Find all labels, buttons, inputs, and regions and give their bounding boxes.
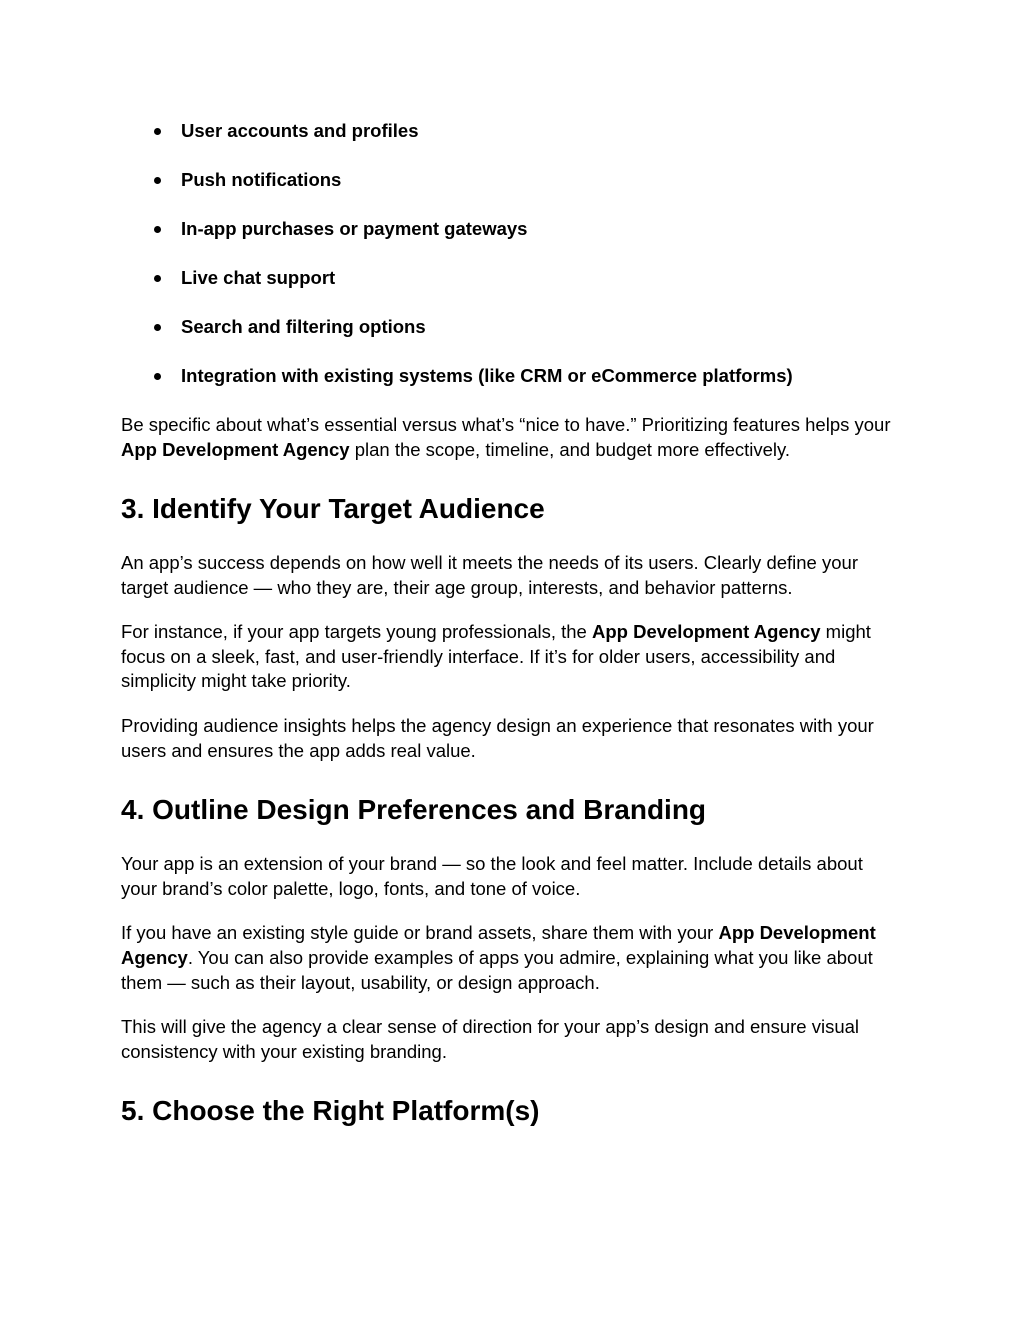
list-item	[121, 119, 903, 144]
list-item	[121, 168, 903, 193]
paragraph-brand-extension: Your app is an extension of your brand — so the look and feel matter. Include details about your brand’s color palette, logo, fonts, and tone of voice.	[121, 853, 863, 899]
heading-identify-target-audience: 3. Identify Your Target Audience	[121, 493, 545, 525]
text-run: Be specific about what’s essential versus what’s “nice to have.” Prioritizing features helps your	[121, 413, 891, 435]
list-item	[121, 266, 903, 291]
list-item	[121, 217, 903, 242]
feature-list	[121, 119, 903, 389]
list-item-label: User accounts and profiles	[181, 120, 419, 141]
bullet-icon	[154, 324, 161, 331]
text-run: might focus on a sleek, fast, and user-friendly interface. If it’s for older users, accessibility and simplicity might take priority.	[121, 621, 871, 692]
bullet-icon	[154, 275, 161, 282]
paragraph-clear-direction: This will give the agency a clear sense of direction for your app’s design and ensure visual consistency with your existing branding.	[121, 1016, 860, 1062]
paragraph-app-success: An app’s success depends on how well it meets the needs of its users. Clearly define your target audience — who they are, their age group, interests, and behavior patterns.	[121, 552, 858, 598]
list-item-label: Integration with existing systems (like CRM or eCommerce platforms)	[181, 364, 793, 386]
list-item	[121, 315, 903, 340]
text-run: plan the scope, timeline, and budget more effectively.	[349, 438, 791, 460]
bold-agency-name: App Development Agency	[591, 621, 821, 643]
list-item-label: In-app purchases or payment gateways	[181, 217, 528, 239]
bullet-icon	[154, 177, 161, 184]
paragraph-prioritizing-features	[121, 413, 903, 462]
text-run: For instance, if your app targets young professionals, the	[121, 621, 592, 643]
bullet-icon	[154, 373, 161, 380]
bold-agency-name: App Development Agency	[121, 922, 876, 969]
text-run: . You can also provide examples of apps you admire, explaining what you like about them — such as their layout, usability, or design approach.	[121, 947, 873, 993]
list-item	[121, 364, 903, 389]
list-item-label: Search and filtering options	[181, 315, 426, 337]
list-item-label: Live chat support	[181, 266, 336, 288]
list-item-label: Push notifications	[181, 168, 342, 190]
bullet-icon	[154, 226, 161, 233]
heading-choose-right-platforms: 5. Choose the Right Platform(s)	[121, 1095, 540, 1127]
text-run: If you have an existing style guide or brand assets, share them with your	[121, 922, 719, 944]
heading-outline-design-preferences: 4. Outline Design Preferences and Branding	[121, 794, 707, 826]
paragraph-audience-insights: Providing audience insights helps the agency design an experience that resonates with your users and ensures the app adds real value.	[121, 715, 874, 761]
paragraph-style-guide	[121, 921, 903, 995]
bullet-icon	[154, 128, 161, 135]
bold-agency-name: App Development Agency	[121, 438, 350, 460]
paragraph-for-instance	[121, 620, 903, 694]
